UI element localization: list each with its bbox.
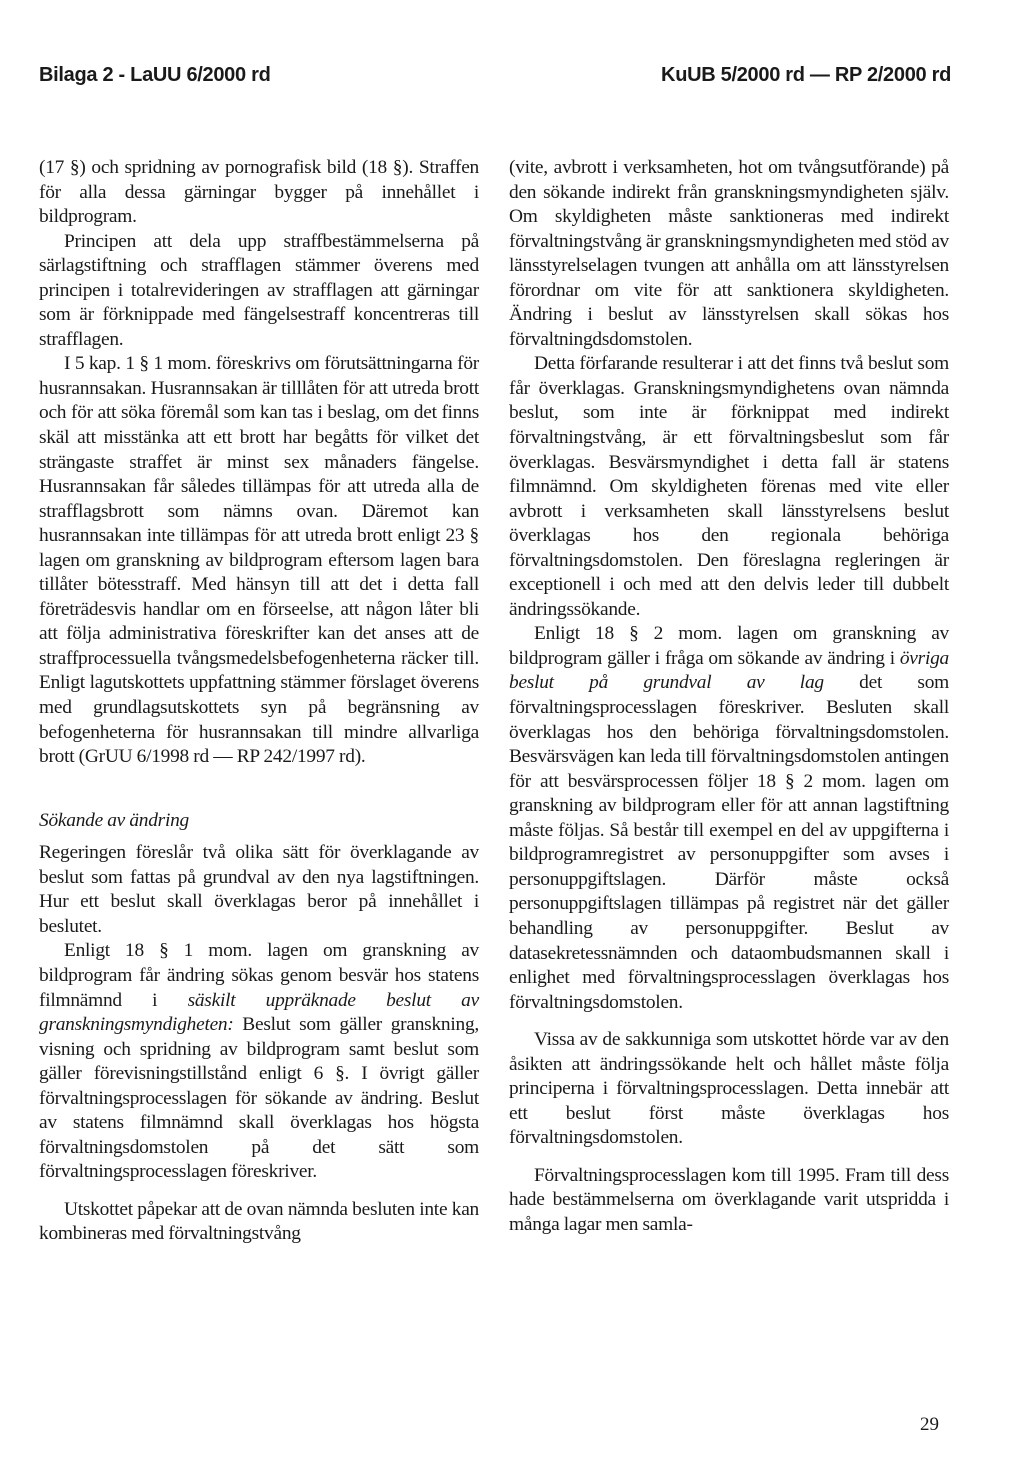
left-paragraph-5-emphasis: säskilt uppräknade beslut av granskningsmyndigheten: <box>39 989 479 1036</box>
right-paragraph-4: Vissa av de sakkunniga som utskottet hörde var av den åsikten att ändringssökande helt och hållet måste följa principerna i förvaltningsprocesslagen. Detta innebär att ett beslut först måste överklagas hos förvaltningsdomstolen. <box>509 1029 949 1149</box>
left-paragraph-6: Utskottet påpekar att de ovan nämnda besluten inte kan kombineras med förvaltningstvång <box>39 1198 479 1245</box>
right-paragraph-5: Förvaltningsprocesslagen kom till 1995. Fram till dess hade bestämmelserna om överklagande varit utspridda i många lagar men samla- <box>509 1164 949 1235</box>
right-paragraph-3-emphasis: övriga beslut på grundval av lag <box>509 647 949 694</box>
page-number: 29 <box>920 1414 939 1435</box>
left-paragraph-1: (17 §) och spridning av pornografisk bild (18 §). Straffen för alla dessa gärningar bygger på innehållet i bildprogram. <box>39 157 479 228</box>
section-heading: Sökande av ändring <box>39 809 189 831</box>
left-paragraph-5 <box>39 939 479 1184</box>
right-paragraph-2: Detta förfarande resulterar i att det finns två beslut som får överklagas. Granskningsmyndighetens ovan nämnda beslut, som inte är förknippat med indirekt förvaltningstvång, är ett förvaltningsbeslut som får överklagas. Besvärsmyndighet i detta fall är statens filmnämnd. Om skyldigheten förenas med vite eller avbrott i verksamheten skall länsstyrelsens beslut överklagas hos den regionala behöriga förvaltningsdomstolen. Den föreslagna regleringen är exceptionell i och med att den delvis leder till dubbelt ändringssökande. <box>509 353 949 620</box>
left-paragraph-2: Principen att dela upp straffbestämmelserna på särlagstiftning och strafflagen stämmer överens med principen i totalrevideringen av strafflagen att gärningar som är förknippade med fängelsestraff koncentreras till strafflagen. <box>39 230 479 350</box>
right-column <box>509 156 949 1238</box>
left-paragraph-4: Regeringen föreslår två olika sätt för överklagande av beslut som fattas på grundval av den nya lagstiftningen. Hur ett beslut skall överklagas beror på innehållet i beslutet. <box>39 842 479 937</box>
left-paragraph-5-text-a: Enligt 18 § 1 mom. lagen om granskning av bildprogram får ändring sökas genom besvär hos statens filmnämnd i <box>39 940 479 1011</box>
left-paragraph-5-text-b: Beslut som gäller granskning, visning och spridning av bildprogram samt beslut som gäller förevisningstillstånd enligt 6 §. I övrigt gäller förvaltningsprocesslagen för sökande av ändring. Beslut av statens filmnämnd skall överklagas hos högsta förvaltningsdomstolen på det sätt som förvaltningsprocesslagen föreskriver. <box>39 1014 479 1183</box>
left-column <box>39 156 479 1247</box>
header-right: KuUB 5/2000 rd — RP 2/2000 rd <box>661 64 951 86</box>
right-paragraph-1: (vite, avbrott i verksamheten, hot om tvångsutförande) på den sökande indirekt från granskningsmyndigheten själv. Om skyldigheten måste sanktioneras med indirekt förvaltningstvång är granskningsmyndigheten med stöd av länsstyrelselagen tvungen att anhålla om att länsstyrelsen förordnar om vite för att sanktionera skyldigheten. Ändring i beslut av länsstyrelsen skall sökas hos förvaltningdsdomstolen. <box>509 157 949 350</box>
right-paragraph-3-text-b: det som förvaltningsprocesslagen föreskriver. Besluten skall överklagas hos den behöriga förvaltningsdomstolen. Besvärsvägen kan leda till förvaltningsdomstolen antingen för att besvärsprocessen följer 18 § 2 mom. lagen om granskning av bildprogram eller för att annan lagstiftning måste följas. Så består till exempel en del av uppgifterna i bildprogramregistret av personuppgifter som avses i personuppgiftslagen. Därför måste också personuppgiftslagen tillämpas på registret när det gäller behandling av personuppgifter. Beslut av datasekretessnämnden och dataombudsmannen skall i enlighet med förvaltningsprocesslagen överklagas hos förvaltningsdomstolen. <box>509 672 949 1013</box>
left-paragraph-3: I 5 kap. 1 § 1 mom. föreskrivs om förutsättningarna för husrannsakan. Husrannsakan är tilllåten för att utreda brott och för att söka föremål som kan tas i beslag, om det finns skäl att misstänka att ett brott har begåtts för vilket det strängaste straffet är minst sex månaders fängelse. Husrannsakan får således tillämpas för att utreda alla de strafflagsbrott som nämns ovan. Däremot kan husrannsakan inte tillämpas för att utreda brott enligt 23 § lagen om granskning av bildprogram eftersom lagen bara tillåter bötesstraff. Med hänsyn till att det i detta fall företrädesvis handlar om en förseelse, att någon låter bli att följa administrativa föreskrifter kan det anses att de straffprocessuella tvångsmedelsbefogenheterna räcker till. Enligt lagutskottets uppfattning stämmer förslaget överens med grundlagsutskottets syn på begränsning av befogenheterna för husrannsakan till mindre allvarliga brott (GrUU 6/1998 rd — RP 242/1997 rd). <box>39 353 479 768</box>
right-paragraph-3-text-a: Enligt 18 § 2 mom. lagen om granskning av bildprogram gäller i fråga om sökande av ändring i <box>509 623 949 669</box>
header-left: Bilaga 2 - LaUU 6/2000 rd <box>39 64 271 86</box>
right-paragraph-3 <box>509 622 949 1015</box>
